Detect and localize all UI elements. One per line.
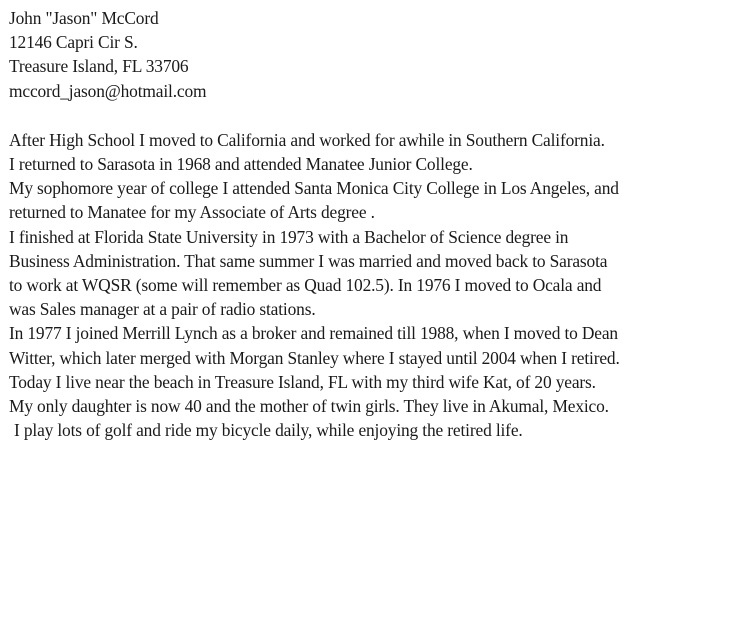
city-state-zip: Treasure Island, FL 33706 (9, 56, 189, 77)
biography-text (9, 128, 743, 443)
bio-line: returned to Manatee for my Associate of Arts degree . (9, 202, 375, 223)
bio-line: I returned to Sarasota in 1968 and attended Manatee Junior College. (9, 154, 473, 175)
bio-line: Witter, which later merged with Morgan Stanley where I stayed until 2004 when I retired. (9, 347, 620, 368)
bio-line: Today I live near the beach in Treasure Island, FL with my third wife Kat, of 20 years. (9, 371, 596, 392)
bio-line: I finished at Florida State University in 1973 with a Bachelor of Science degree in (9, 226, 569, 247)
email-address: mccord_jason@hotmail.com (9, 80, 207, 101)
bio-line: Business Administration. That same summer I was married and moved back to Sarasota (9, 250, 608, 271)
bio-line: After High School I moved to California and worked for awhile in Southern California. (9, 129, 605, 150)
bio-line: My sophomore year of college I attended Santa Monica City College in Los Angeles, and (9, 178, 619, 199)
bio-line: My only daughter is now 40 and the mother of twin girls. They live in Akumal, Mexico. (9, 396, 609, 417)
bio-line: to work at WQSR (some will remember as Quad 102.5). In 1976 I moved to Ocala and (9, 275, 602, 296)
address-block (9, 6, 743, 103)
street-address: 12146 Capri Cir S. (9, 32, 138, 53)
bio-line: was Sales manager at a pair of radio stations. (9, 299, 316, 320)
bio-line: I play lots of golf and ride my bicycle daily, while enjoying the retired life. (14, 420, 523, 441)
sender-name: John "Jason" McCord (9, 8, 159, 28)
bio-line: In 1977 I joined Merrill Lynch as a broker and remained till 1988, when I moved to Dean (9, 323, 618, 344)
